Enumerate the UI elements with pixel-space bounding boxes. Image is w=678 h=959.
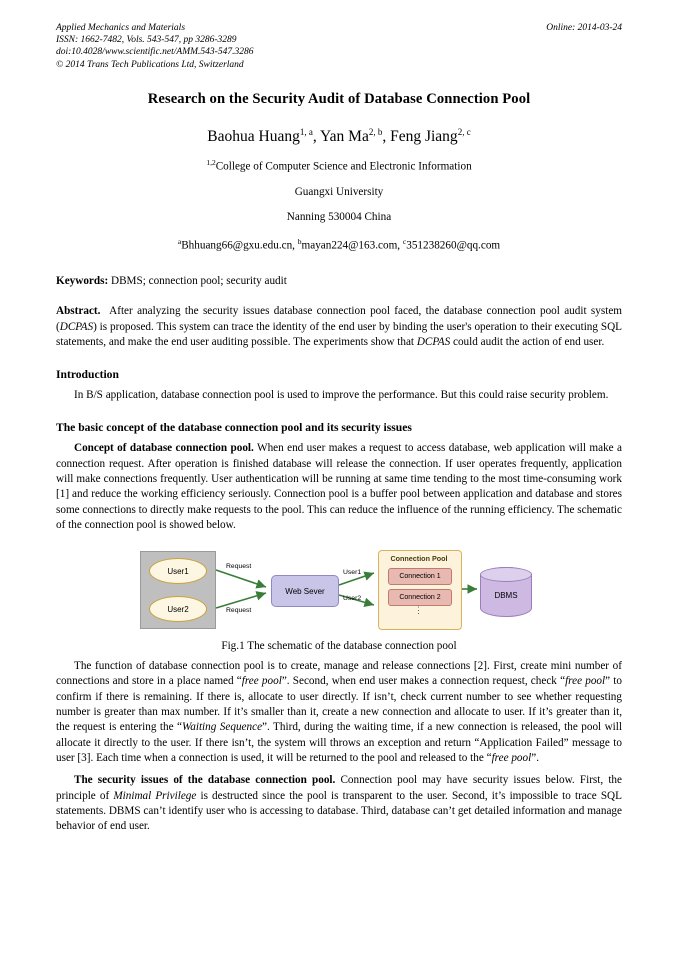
connection-pool-title: Connection Pool [390,554,448,564]
concept-paragraph [56,441,622,533]
concept-text: When end user makes a request to access database, web application will make a connection request. After operation is finished database will release the connection. If user operates frequently, application will make connections frequently. User authentication will be running at same time tending to the most time-consuming work [1] and reduce the working efficiency seriously. Connection pool is a buffer pool between application and database and stores some connections to directly make requests to the pool. This can reduce the influence of the running efficiency. The schematic of the connection pool is showed below. [56,442,622,531]
keywords-value: DBMS; connection pool; security audit [111,275,287,288]
abstract-text-1: After analyzing the security issues database connection pool faced, the database connection pool audit system ( [56,305,623,333]
author-emails [56,237,622,252]
author-2-name: Yan Ma [320,127,369,145]
function-paragraph [56,659,622,766]
author-3-affil-marker: 2, c [457,126,471,137]
request-label-1: Request [226,563,252,571]
concept-lead-in: Concept of database connection pool. [74,442,254,455]
dbms-cylinder-node [480,567,532,617]
keywords-label: Keywords: [56,275,109,288]
figure-1-wrapper [56,545,622,633]
security-issues-paragraph [56,773,622,834]
function-text-3: ” to confirm if there is remaining. If there is, allocate to user directly. If isn’t, check current number to see whether requesting number is greater than max number. If it’s smaller than it, create a new connection and allocate to user. If it’s greater than it, the request is entering the “ [56,675,622,734]
author-2-affil-marker: 2, b [368,126,383,137]
header-doi: doi:10.4028/www.scientific.net/AMM.543-547.3286 [56,47,254,58]
free-pool-term-3: free pool [491,751,532,764]
web-server-node: Web Sever [271,575,339,607]
connection-2-node: Connection 2 [388,589,452,606]
affiliation-line-1 [56,158,622,173]
abstract-text-2: ) is proposed. This system can trace the identity of the end user by binding the user's operation to their executing SQL statements, and make the end user auditing possible. The experiments show that [56,320,622,348]
function-text-5: ”. [531,751,539,764]
email-c: 351238260@qq.com [406,239,501,252]
affiliation-marker: 1,2 [206,157,216,167]
security-text-2: is destructed since the pool is transparent to the user. Second, it’s impossible to trace SQL statements. DBMS can’t identify user who is accessing to database. Third, database can’t get detailed information and manage behavior of end user. [56,789,622,833]
email-marker-a: a [177,236,182,246]
free-pool-term-2: free pool [565,675,606,688]
abstract-label: Abstract. [56,305,101,318]
author-sep-2: , [382,127,391,145]
user2-node: User2 [149,596,207,622]
section-heading-introduction: Introduction [56,368,119,382]
email-b: mayan224@163.com, [301,239,403,252]
function-text-1: The function of database connection pool is to create, manage and release connections [2]. First, create mini number of connections and store in a place named “ [56,660,622,688]
introduction-paragraph: In B/S application, database connection pool is used to improve the performance. But this could raise security problem. [74,389,609,402]
email-a: Bhhuang66@gxu.edu.cn, [181,239,298,252]
affiliation-line-2: Guangxi University [294,185,384,198]
header-journal: Applied Mechanics and Materials [56,23,186,33]
author-1-name: Baohua Huang [207,127,300,145]
author-1-affil-marker: 1, a [299,126,313,137]
page-title: Research on the Security Audit of Database Connection Pool [147,90,531,107]
user2-flow-label: User2 [343,595,362,603]
abstract-dcpas-1: DCPAS [59,320,94,333]
author-list [56,127,622,146]
figure-1-caption: Fig.1 The schematic of the database connection pool [221,640,457,653]
waiting-sequence-term: Waiting Sequence [181,721,263,734]
dbms-label: DBMS [494,590,518,600]
free-pool-term-1: free pool [241,675,282,688]
page-header [56,22,622,71]
header-issn: ISSN: 1662-7482, Vols. 543-547, pp 3286-3289 [56,35,237,46]
keywords-line [56,275,622,287]
minimal-privilege-term: Minimal Privilege [113,789,197,802]
security-lead-in: The security issues of the database connection pool. [74,774,336,787]
author-3-name: Feng Jiang [390,127,458,145]
email-marker-b: b [297,236,302,246]
figure-1-schematic [140,545,538,633]
abstract-dcpas-2: DCPAS [416,335,451,348]
abstract-block [56,304,622,350]
section-heading-basic-concept: The basic concept of the database connection pool and its security issues [56,421,412,435]
author-sep-1: , [312,127,321,145]
affiliation-line-3: Nanning 530004 China [286,210,392,223]
function-text-2: ”. Second, when end user makes a connection request, check “ [281,675,566,688]
request-label-2: Request [226,607,252,615]
user1-node: User1 [149,558,207,584]
header-copyright: © 2014 Trans Tech Publications Ltd, Switzerland [56,59,244,70]
abstract-text-3: could audit the action of end user. [450,335,605,348]
email-marker-c: c [402,236,407,246]
user1-flow-label: User1 [343,569,362,577]
connection-1-node: Connection 1 [388,568,452,585]
function-text-4: ”. Third, during the waiting time, if a new connection is released, the pool will allocate it directly to the user. If there isn’t, the system will throws an exception and return “Application Failed” message to user [3]. Each time when a connection is used, it will be returned to the pool and released to the “ [56,721,622,764]
connection-ellipsis: ⋮ [414,605,424,616]
affiliation-department: College of Computer Science and Electronic Information [215,160,472,173]
header-online-date: Online: 2014-03-24 [546,23,622,33]
security-text-1: Connection pool may have security issues below. First, the principle of [56,774,622,802]
